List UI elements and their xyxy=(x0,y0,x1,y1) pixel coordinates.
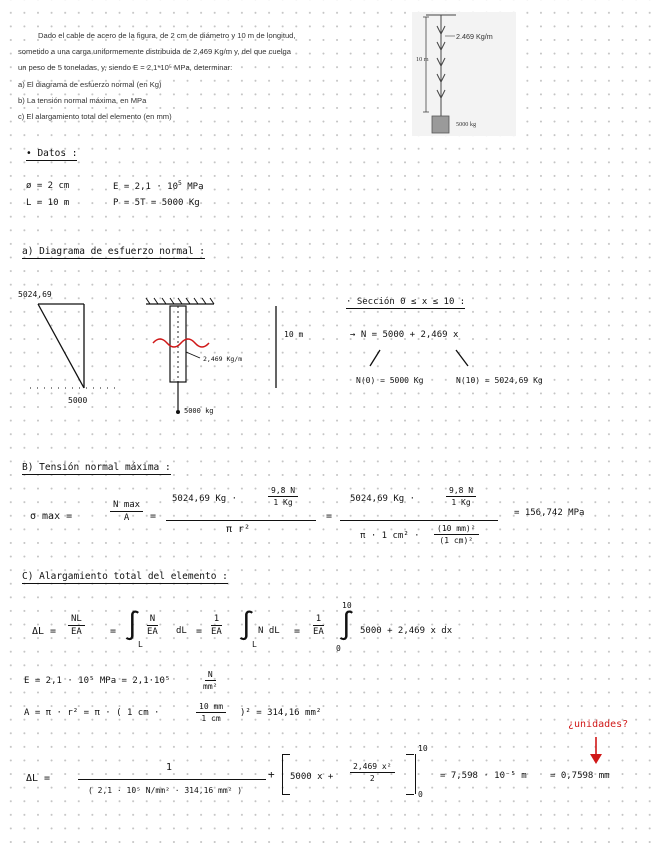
e-conversion: E = 2,1 · 10⁵ MPa = 2,1·10⁵ xyxy=(24,676,171,686)
diagram-top-value: 5024,69 xyxy=(18,290,52,299)
area-line-start: A = π · r² = π · ( 1 cm · xyxy=(24,708,160,718)
integral-3-lower: 0 xyxy=(336,644,341,653)
dl-1: dL xyxy=(176,626,187,636)
integral-3-upper: 10 xyxy=(342,601,352,610)
bracket-term-a: 5000 x + xyxy=(290,772,334,782)
units-question-note: ¿unidades? xyxy=(568,719,629,730)
datos-load: P = 5T = 5000 Kg xyxy=(113,198,200,208)
problem-item-c: c) El alargamiento total del elemento (en mm) xyxy=(18,112,172,121)
figure-length-label: 10 m xyxy=(416,56,429,63)
problem-line-1: Dado el cable de acero de la figura, de 2 cm de diámetro y 10 m de longitud, xyxy=(38,31,296,40)
result-meters: = 7,598 · 10⁻⁵ m xyxy=(440,771,527,781)
area-result: )² = 314,16 mm² xyxy=(240,708,322,718)
e-units: $\frac{N}{\text{mm²}}$ xyxy=(203,670,218,691)
final-lhs: ΔL = xyxy=(26,773,51,784)
n-at-ten: N(10) = 5024,69 Kg xyxy=(456,376,543,385)
figure-load-label: 2.469 Kg/m xyxy=(456,32,493,41)
integral-1: ∫ xyxy=(124,609,141,642)
problem-item-a: a) El diagrama de esfuerzo normal (en Kg) xyxy=(18,80,162,89)
equals-2: = xyxy=(326,511,333,522)
den2-factor: $\frac{\text{(10 mm)²}}{\text{(1 cm)²}}$ xyxy=(434,524,479,545)
datos-heading: • Datos : xyxy=(26,148,78,159)
nl-over-ea: $\frac{NL}{EA}$ xyxy=(68,614,85,637)
num2-factor: $\frac{9,8 N}{1 Kg}$ xyxy=(446,486,476,507)
equals-c3: = xyxy=(294,626,301,637)
problem-line-2: sometido a una carga uniformemente distribuida de 2,469 Kg/m y, del que cuelga xyxy=(18,47,291,56)
integral-3: ∫ xyxy=(338,609,355,642)
part-a-heading: a) Diagrama de esfuerzo normal : xyxy=(22,246,206,257)
n-over-ea: $\frac{N}{EA}$ xyxy=(147,614,158,637)
datos-diameter: ø = 2 cm xyxy=(26,181,70,191)
nmax-over-a: $\frac{\text{N max}}{A}$ xyxy=(110,500,143,523)
sketch-load-label: 2,469 Kg/m xyxy=(203,355,243,363)
section-heading: · Sección 0 ≤ x ≤ 10 : xyxy=(346,297,466,307)
bracket-term-b: $\frac{\text{2,469 x²}}{2}$ xyxy=(350,762,395,783)
figure-weight-label: 5000 kg xyxy=(456,121,477,128)
one-over-ea-1: $\frac{1}{EA}$ xyxy=(211,614,222,637)
part-c-heading: C) Alargamiento total del elemento : xyxy=(22,571,228,582)
n-dl: N dL xyxy=(258,626,280,636)
result-mm: = 0,7598 mm xyxy=(550,771,610,781)
den1: π r² xyxy=(226,524,251,535)
equals-c1: = xyxy=(110,626,117,637)
integrand: 5000 + 2,469 x dx xyxy=(360,626,453,636)
sketch-weight-label: 5000 kg xyxy=(184,407,214,415)
section-equation: → N = 5000 + 2,469 x xyxy=(350,330,459,340)
num2-mass: 5024,69 Kg · xyxy=(350,494,416,504)
problem-line-3: un peso de 5 toneladas, y, siendo E = 2,1*10⁵ MPa, determinar: xyxy=(18,63,233,72)
problem-item-b: b) La tensión normal máxima, en MPa xyxy=(18,96,147,105)
area-conversion: $\frac{10 mm}{1 cm}$ xyxy=(196,702,226,723)
equals-c2: = xyxy=(196,626,203,637)
datos-modulus: $E = 2,1 \cdot 10^5$ MPa xyxy=(113,180,204,192)
sigma-result: = 156,742 MPa xyxy=(514,508,585,518)
final-numerator: 1 xyxy=(166,762,173,773)
integral-2: ∫ xyxy=(238,609,255,642)
datos-length: L = 10 m xyxy=(26,198,70,208)
bracket-upper: 10 xyxy=(418,744,428,753)
num1-mass: 5024,69 Kg · xyxy=(172,494,238,504)
sketch-length-label: 10 m xyxy=(284,330,304,339)
num1-factor: $\frac{9,8 N}{1 Kg}$ xyxy=(268,486,298,507)
one-over-ea-2: $\frac{1}{EA}$ xyxy=(313,614,324,637)
integral-2-sub: L xyxy=(252,640,257,649)
part-b-heading: B) Tensión normal máxima : xyxy=(22,462,171,473)
integral-1-sub: L xyxy=(138,640,143,649)
bracket-lower: 0 xyxy=(418,790,423,799)
diagram-bottom-value: 5000 xyxy=(68,396,88,405)
n-at-zero: N(0) = 5000 Kg xyxy=(356,376,424,385)
den2-area: π · 1 cm² · xyxy=(360,531,420,541)
equals-1: = xyxy=(150,511,157,522)
final-denominator: ( 2,1 · 10⁵ N/mm² · 314,16 mm² ) xyxy=(88,786,243,795)
delta-l-lhs: ΔL = xyxy=(32,626,57,637)
bracket-plus: + xyxy=(268,768,275,781)
sigma-max-label: σ max = xyxy=(30,511,73,522)
